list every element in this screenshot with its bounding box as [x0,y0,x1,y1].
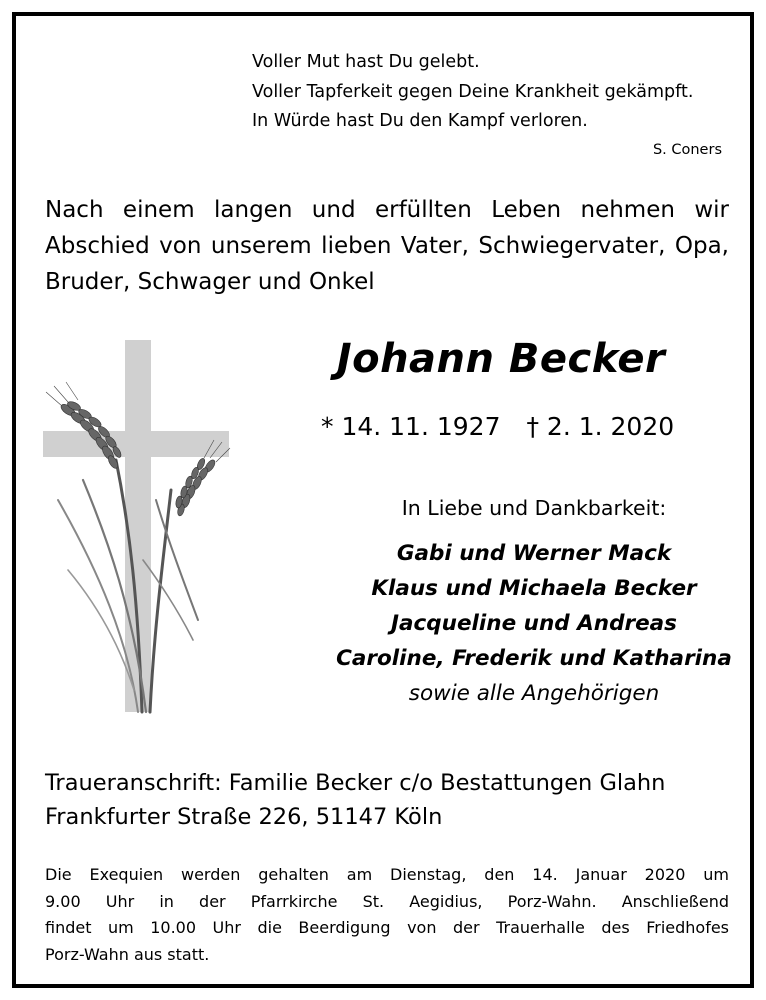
mourning-address [45,766,745,834]
poem-line: Voller Mut hast Du gelebt. [252,52,480,72]
poem-line: In Würde hast Du den Kampf verloren. [252,111,588,131]
funeral-line: findet um 10.00 Uhr die Beerdigung von der Trauerhalle des Friedhofes [45,918,729,937]
poem-author: S. Coners [652,142,722,158]
deceased-name: Johann Becker [336,336,666,382]
cross-horizontal-beam [43,431,229,457]
mourners-closing: sowie alle Angehörigen [408,681,660,706]
cross-with-wheat-icon [38,340,238,724]
address-line: Frankfurter Straße 226, 51147 Köln [45,804,443,830]
mourner-entry: Jacqueline und Andreas [391,611,677,636]
birth-date: * 14. 11. 1927 [321,412,501,441]
funeral-line: Die Exequien werden gehalten am Dienstag, den 14. Januar 2020 um [45,865,729,884]
obituary-frame [12,12,754,988]
poem-line: Voller Tapferkeit gegen Deine Krankheit gekämpft. [252,81,694,102]
mourner-entry: Gabi und Werner Mack [396,541,672,566]
life-dates [321,412,701,441]
mourner-entry: Klaus und Michaela Becker [371,576,697,601]
intro-line: Bruder, Schwager und Onkel [45,269,375,295]
address-line: Traueranschrift: Familie Becker c/o Bestattungen Glahn [45,770,666,796]
mourners-list [316,536,752,711]
funeral-line: 9.00 Uhr in der Pfarrkirche St. Aegidius, Porz-Wahn. Anschließend [45,891,729,911]
poem [252,48,752,137]
mourner-entry: Caroline, Frederik und Katharina [336,646,732,671]
death-date: † 2. 1. 2020 [526,412,675,441]
funeral-details [45,862,729,968]
intro-line: Abschied von unserem lieben Vater, Schwiegervater, Opa, [45,233,729,259]
funeral-line: Porz-Wahn aus statt. [45,944,210,964]
intro-line: Nach einem langen und erfüllten Leben nehmen wir [45,197,729,223]
mourners-intro: In Liebe und Dankbarkeit: [401,496,667,520]
intro-text [45,192,729,300]
cross-wheat-graphic [38,340,238,720]
